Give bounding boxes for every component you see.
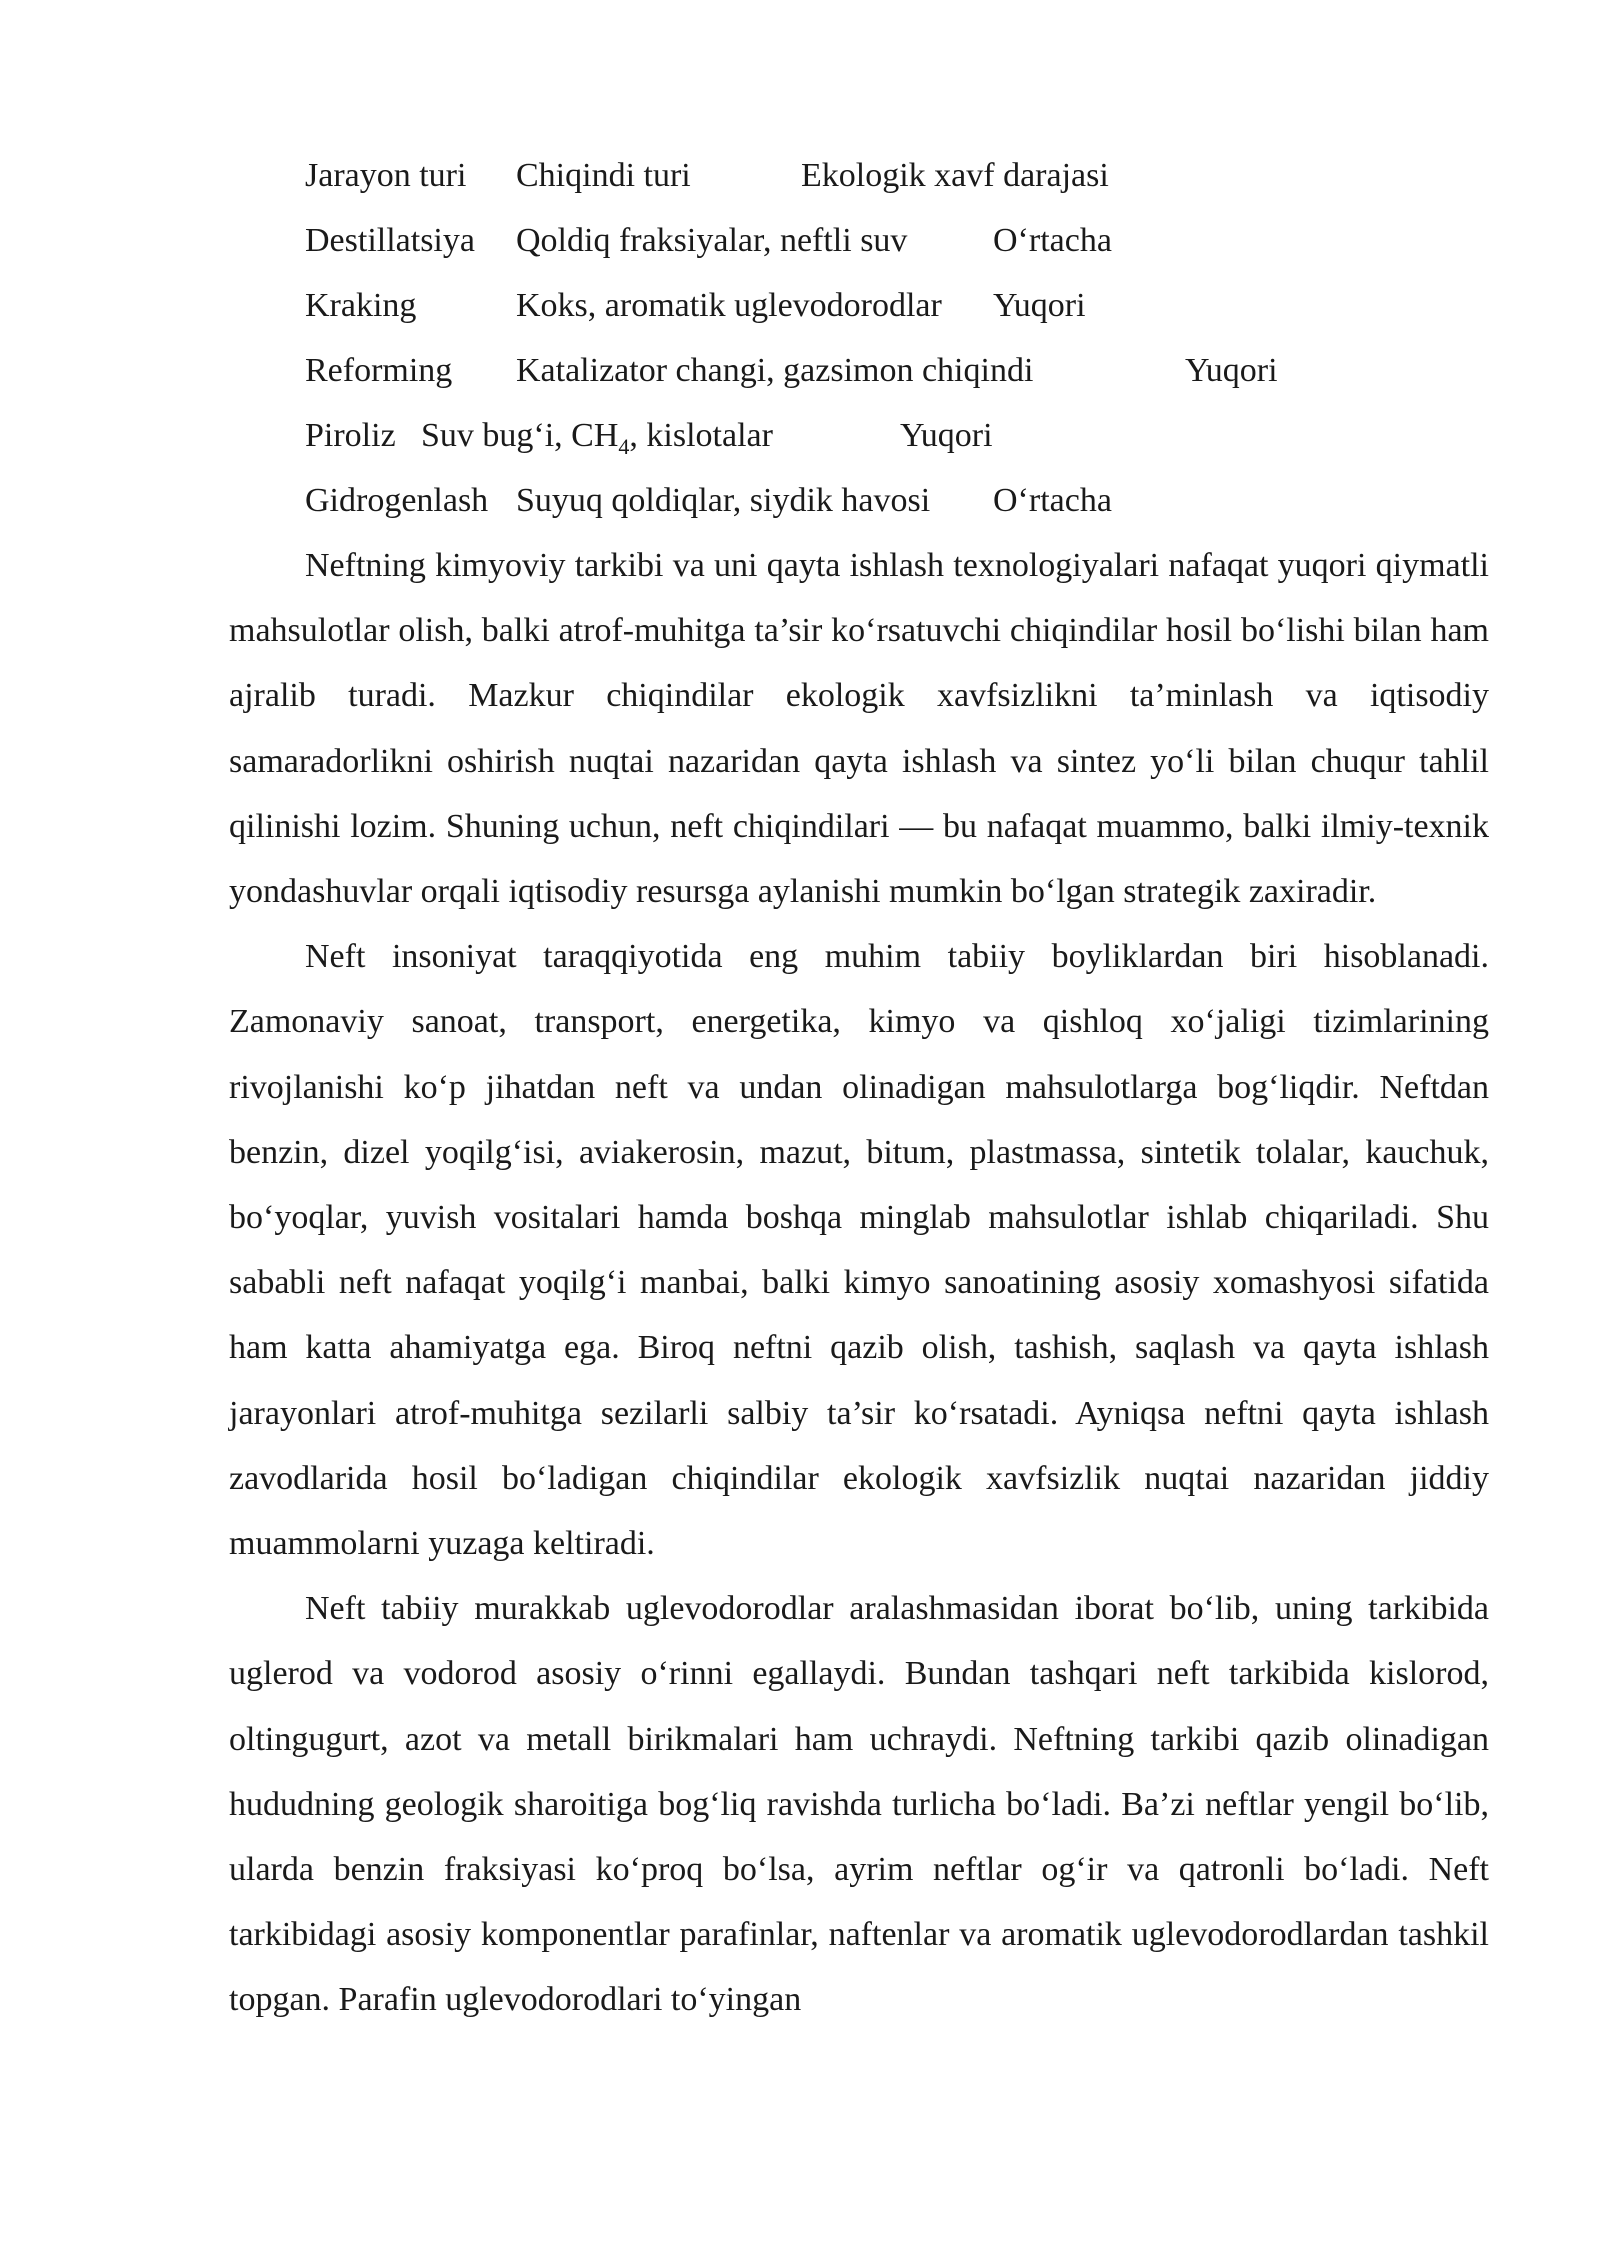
header-waste: Chiqindi turi [516, 157, 691, 194]
row-risk: Yuqori [1185, 352, 1278, 389]
paragraph: Neftning kimyoviy tarkibi va uni qayta ishlash texnologiyalari nafaqat yuqori qiymatli mahsulotlar olish, balki atrof-muhitga ta’sir ko‘rsatuvchi chiqindilar hosil bo‘lishi bilan ham ajralib turadi. Mazkur chiqindilar ekologik xavfsizlikni ta’minlash va iqtisodiy samaradorlikni oshirish nuqtai nazaridan qayta ishlash va sintez yo‘li bilan chuqur tahlil qilinishi lozim. Shuning uchun, neft chiqindilari — bu nafaqat muammo, balki ilmiy-texnik yondashuvlar orqali iqtisodiy resursga aylanishi mumkin bo‘lgan strategik zaxiradir. [229, 547, 1489, 911]
header-risk: Ekologik xavf darajasi [801, 157, 1109, 194]
row-process: Gidrogenlash [305, 482, 489, 519]
paragraph: Neft tabiiy murakkab uglevodorodlar aralashmasidan iborat bo‘lib, uning tarkibida uglerod va vodorod asosiy o‘rinni egallaydi. Bundan tashqari neft tarkibida kislorod, oltingugurt, azot va metall birikmalari ham uchraydi. Neftning tarkibi qazib olinadigan hududning geologik sharoitiga bog‘liq ravishda turlicha bo‘ladi. Ba’zi neftlar yengil bo‘lib, ularda benzin fraksiyasi ko‘proq bo‘lsa, ayrim neftlar og‘ir va qatronli bo‘ladi. Neft tarkibidagi asosiy komponentlar parafinlar, naftenlar va aromatik uglevodorodlardan tashkil topgan. Parafin uglevodorodlari to‘yingan [229, 1590, 1489, 2019]
waste-text: Suv bug‘i, CH [421, 417, 619, 454]
row-waste: Koks, aromatik uglevodorodlar [516, 287, 942, 324]
row-waste: Qoldiq fraksiyalar, neftli suv [516, 222, 908, 259]
waste-text-suffix: , kislotalar [629, 417, 773, 454]
row-process: Destillatsiya [305, 222, 475, 259]
header-process: Jarayon turi [305, 157, 467, 194]
row-process: Kraking [305, 287, 417, 324]
row-process: Piroliz [305, 417, 396, 454]
body-text [229, 533, 1489, 2033]
row-waste: Suyuq qoldiqlar, siydik havosi [516, 482, 931, 519]
row-risk: O‘rtacha [993, 222, 1112, 259]
row-risk: Yuqori [993, 287, 1086, 324]
row-waste [421, 416, 773, 459]
row-process: Reforming [305, 352, 453, 389]
row-risk: O‘rtacha [993, 482, 1112, 519]
row-risk: Yuqori [900, 417, 993, 454]
subscript: 4 [618, 433, 630, 459]
paragraph: Neft insoniyat taraqqiyotida eng muhim tabiiy boyliklardan biri hisoblanadi. Zamonaviy sanoat, transport, energetika, kimyo va qishloq xo‘jaligi tizimlarining rivojlanishi ko‘p jihatdan neft va undan olinadigan mahsulotlarga bog‘liqdir. Neftdan benzin, dizel yoqilg‘isi, aviakerosin, mazut, bitum, plastmassa, sintetik tolalar, kauchuk, bo‘yoqlar, yuvish vositalari hamda boshqa minglab mahsulotlar ishlab chiqariladi. Shu sababli neft nafaqat yoqilg‘i manbai, balki kimyo sanoatining asosiy xomashyosi sifatida ham katta ahamiyatga ega. Biroq neftni qazib olish, tashish, saqlash va qayta ishlash jarayonlari atrof-muhitga sezilarli salbiy ta’sir ko‘rsatadi. Ayniqsa neftni qayta ishlash zavodlarida hosil bo‘ladigan chiqindilar ekologik xavfsizlik nuqtai nazaridan jiddiy muammolarni yuzaga keltiradi. [229, 938, 1489, 1563]
row-waste: Katalizator changi, gazsimon chiqindi [516, 352, 1034, 389]
